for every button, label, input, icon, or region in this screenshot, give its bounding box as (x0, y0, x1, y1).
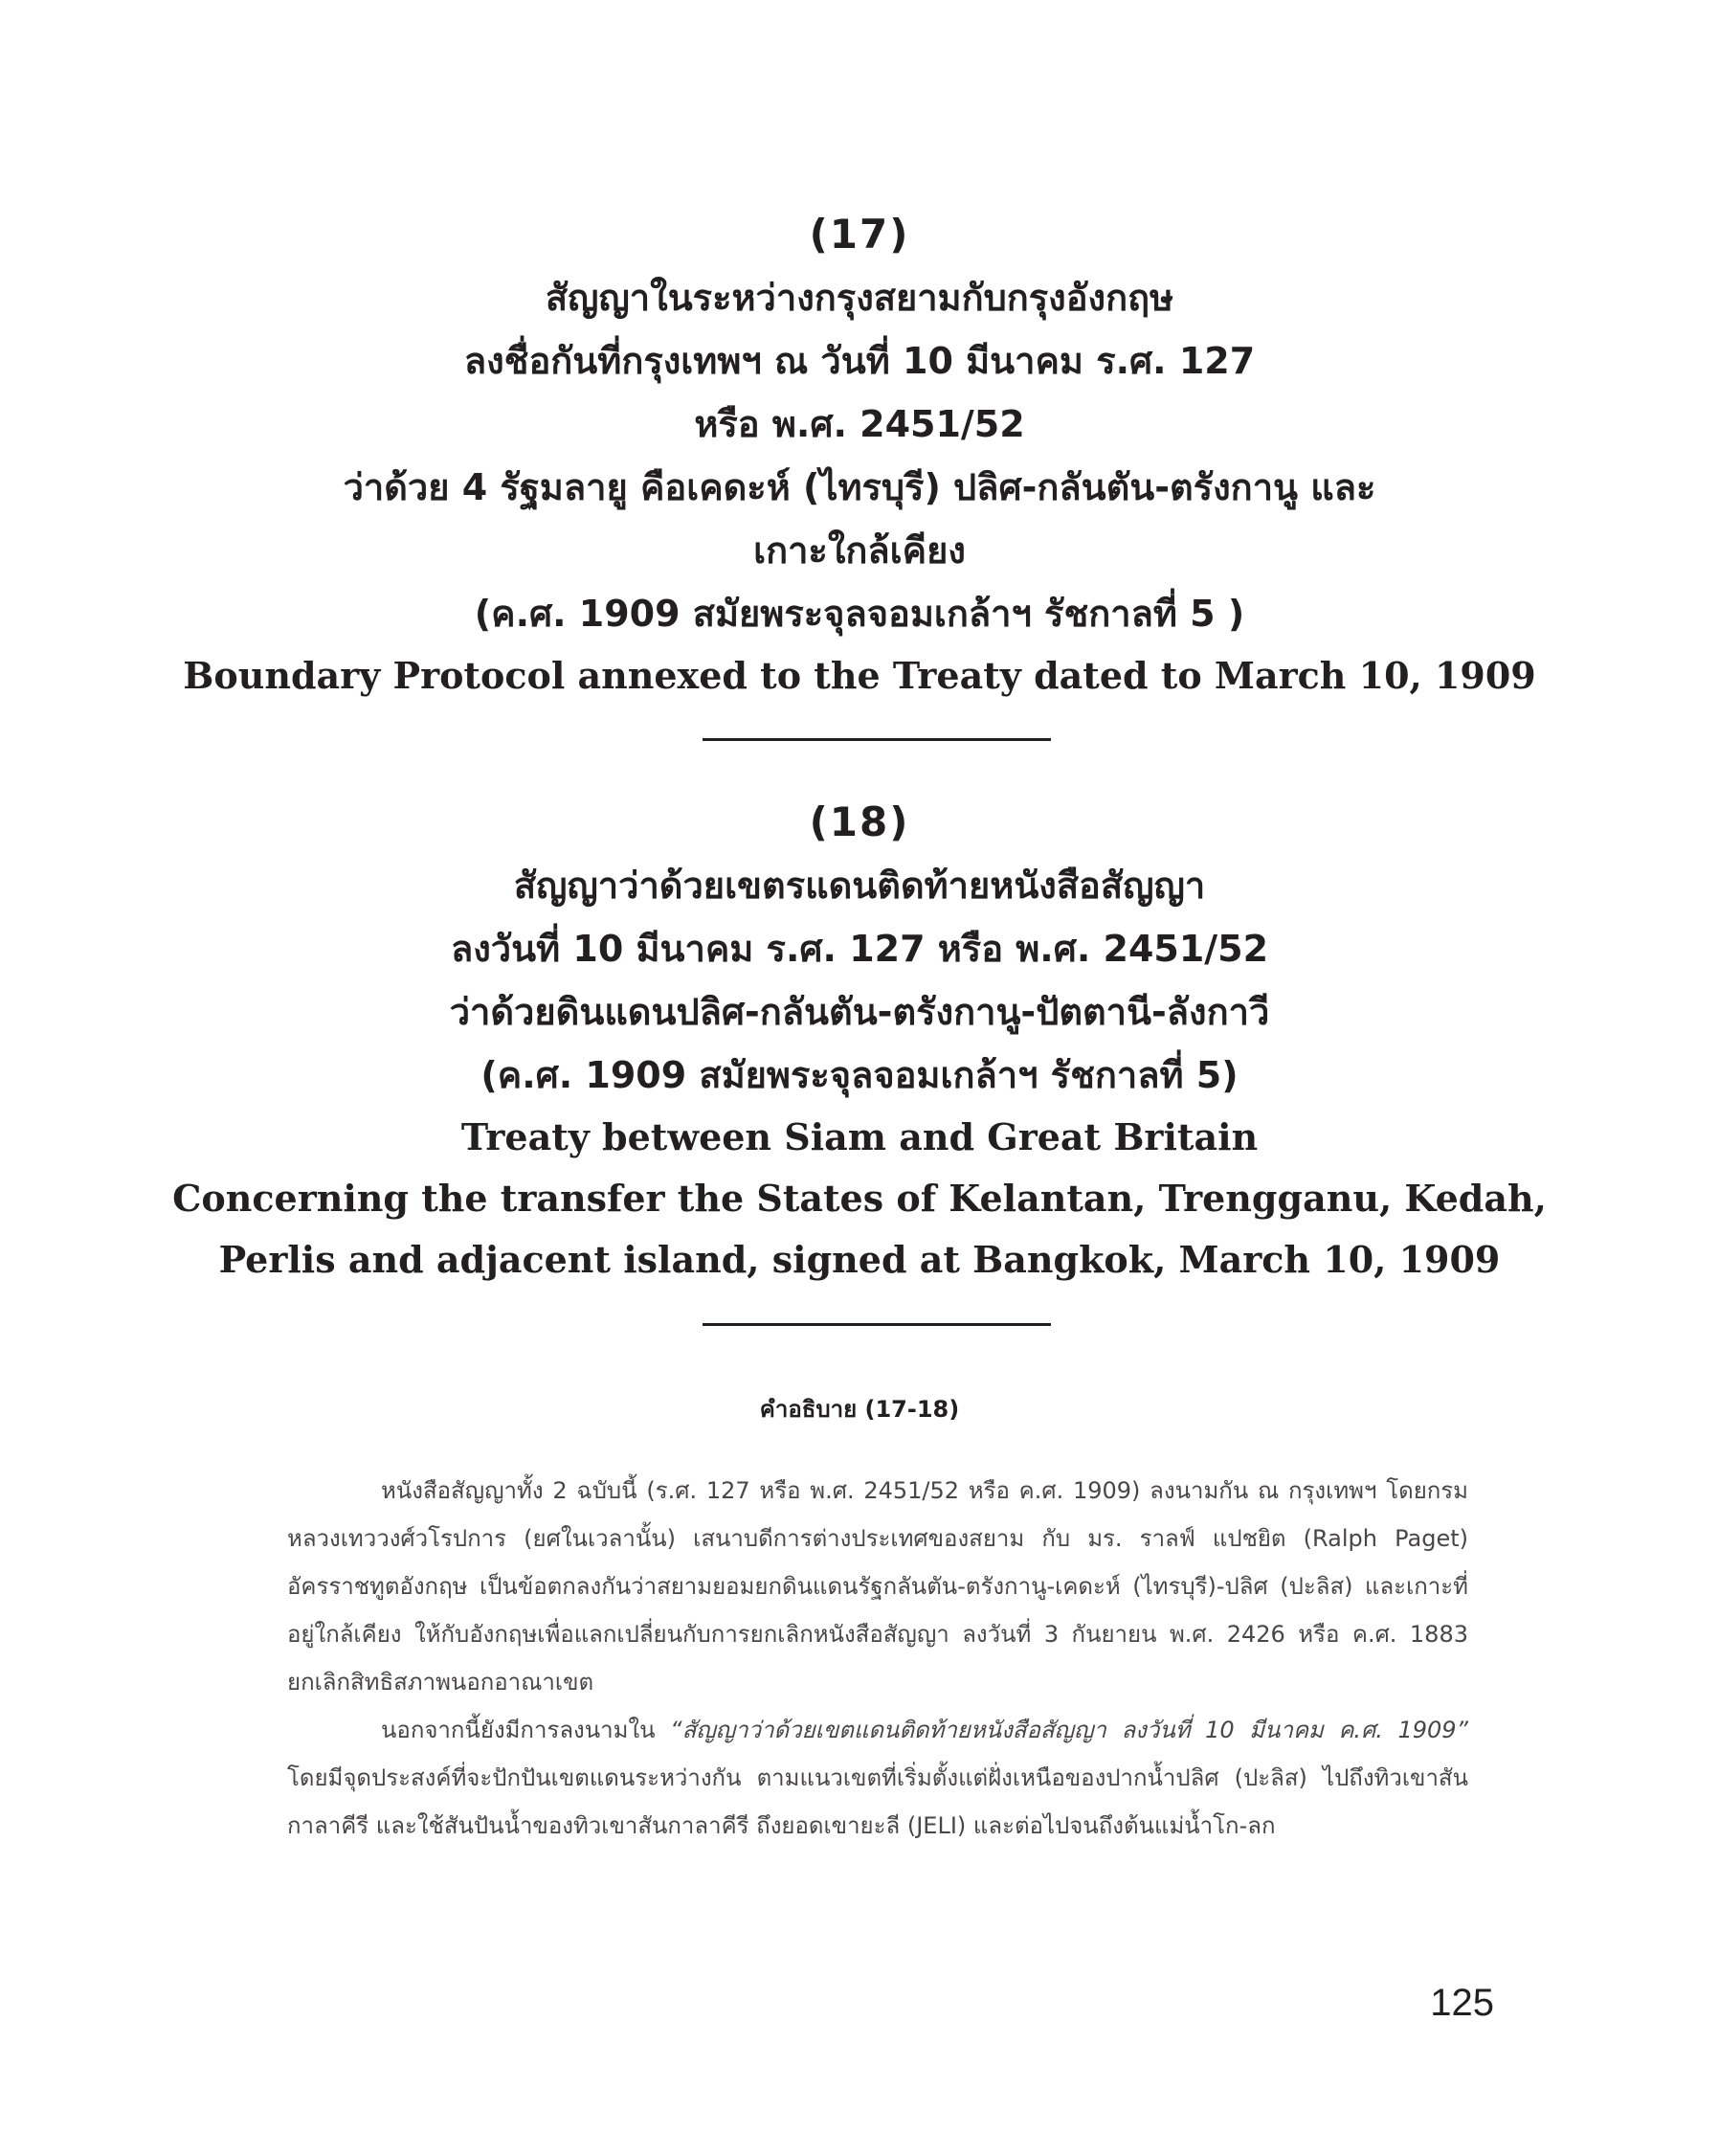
treaty-17-header (0, 203, 1719, 707)
treaty-17-english-title: Boundary Protocol annexed to the Treaty dated to March 10, 1909 (183, 654, 1536, 697)
treaty-17-number: (17) (809, 211, 910, 258)
treaty-18-english-title-line: Concerning the transfer the States of Kelantan, Trengganu, Kedah, (172, 1177, 1547, 1220)
section-divider (703, 738, 1051, 741)
section-divider (703, 1323, 1051, 1326)
treaty-18-thai-title-line: (ค.ศ. 1909 สมัยพระจุลจอมเกล้าฯ รัชกาลที่ 5) (480, 1054, 1239, 1096)
treaty-18-english-title-line: Perlis and adjacent island, signed at Bangkok, March 10, 1909 (218, 1238, 1501, 1281)
treaty-17-thai-title-line: เกาะใกล้เคียง (753, 529, 966, 572)
notes-paragraph-2-start: นอกจากนี้ยังมีการลงนามใน (381, 1717, 671, 1743)
treaty-18-thai-title-line: ว่าด้วยดินแดนปลิศ-กลันตัน-ตรังกานู-ปัตตานี-ลังกาวี (449, 991, 1270, 1033)
notes-quoted-treaty-title: “สัญญาว่าด้วยเขตแดนติดท้ายหนังสือสัญญา ลงวันที่ 10 มีนาคม ค.ศ. 1909” (670, 1717, 1468, 1743)
notes-paragraph-2 (287, 1706, 1468, 1850)
notes-body (287, 1467, 1468, 1850)
treaty-17-thai-title-line: สัญญาในระหว่างกรุงสยามกับกรุงอังกฤษ (545, 277, 1174, 319)
treaty-18-number: (18) (809, 798, 910, 845)
treaty-17-thai-title-line: (ค.ศ. 1909 สมัยพระจุลจอมเกล้าฯ รัชกาลที่ 5 ) (474, 593, 1245, 635)
treaty-17-thai-title-line: ว่าด้วย 4 รัฐมลายู คือเคดะห์ (ไทรบุรี) ปลิศ-กลันตัน-ตรังกานู และ (343, 466, 1376, 508)
treaty-17-thai-title-line: หรือ พ.ศ. 2451/52 (694, 403, 1025, 445)
treaty-17-thai-title-line: ลงชื่อกันที่กรุงเทพฯ ณ วันที่ 10 มีนาคม ร.ศ. 127 (463, 340, 1256, 382)
treaty-18-thai-title-line: ลงวันที่ 10 มีนาคม ร.ศ. 127 หรือ พ.ศ. 2451/52 (450, 928, 1269, 970)
notes-paragraph-1: หนังสือสัญญาทั้ง 2 ฉบับนี้ (ร.ศ. 127 หรือ พ.ศ. 2451/52 หรือ ค.ศ. 1909) ลงนามกัน ณ กรุงเทพฯ โดยกรมหลวงเทววงศ์วโรปการ (ยศในเวลานั้น) เสนาบดีการต่างประเทศของสยาม กับ มร. ราลฟ์ แปชยิต (Ralph Paget) อัครราชทูตอังกฤษ เป็นข้อตกลงกันว่าสยามยอมยกดินแดนรัฐกลันตัน-ตรังกานู-เคดะห์ (ไทรบุรี)-ปลิศ (ปะลิส) และเกาะที่อยู่ใกล้เคียง ให้กับอังกฤษเพื่อแลกเปลี่ยนกับการยกเลิกหนังสือสัญญา ลงวันที่ 3 กันยายน พ.ศ. 2426 หรือ ค.ศ. 1883 ยกเลิกสิทธิสภาพนอกอาณาเขต (287, 1477, 1468, 1696)
notes-paragraph-2-rest: โดยมีจุดประสงค์ที่จะปักปันเขตแดนระหว่างกัน ตามแนวเขตที่เริ่มตั้งแต่ฝั่งเหนือของปากน้ำปลิศ (ปะลิส) ไปถึงทิวเขาสันกาลาคีรี และใช้สันปันน้ำของทิวเขาสันกาลาคีรี ถึงยอดเขายะลี (JELI) และต่อไปจนถึงต้นแม่น้ำโก-ลก (287, 1764, 1468, 1839)
page-number: 125 (1430, 1982, 1494, 2024)
treaty-18-english-title-line: Treaty between Siam and Great Britain (460, 1115, 1259, 1158)
treaty-18-header (0, 791, 1719, 1291)
notes-heading: คำอธิบาย (17-18) (759, 1396, 960, 1423)
treaty-18-thai-title-line: สัญญาว่าด้วยเขตรแดนติดท้ายหนังสือสัญญา (513, 865, 1206, 907)
